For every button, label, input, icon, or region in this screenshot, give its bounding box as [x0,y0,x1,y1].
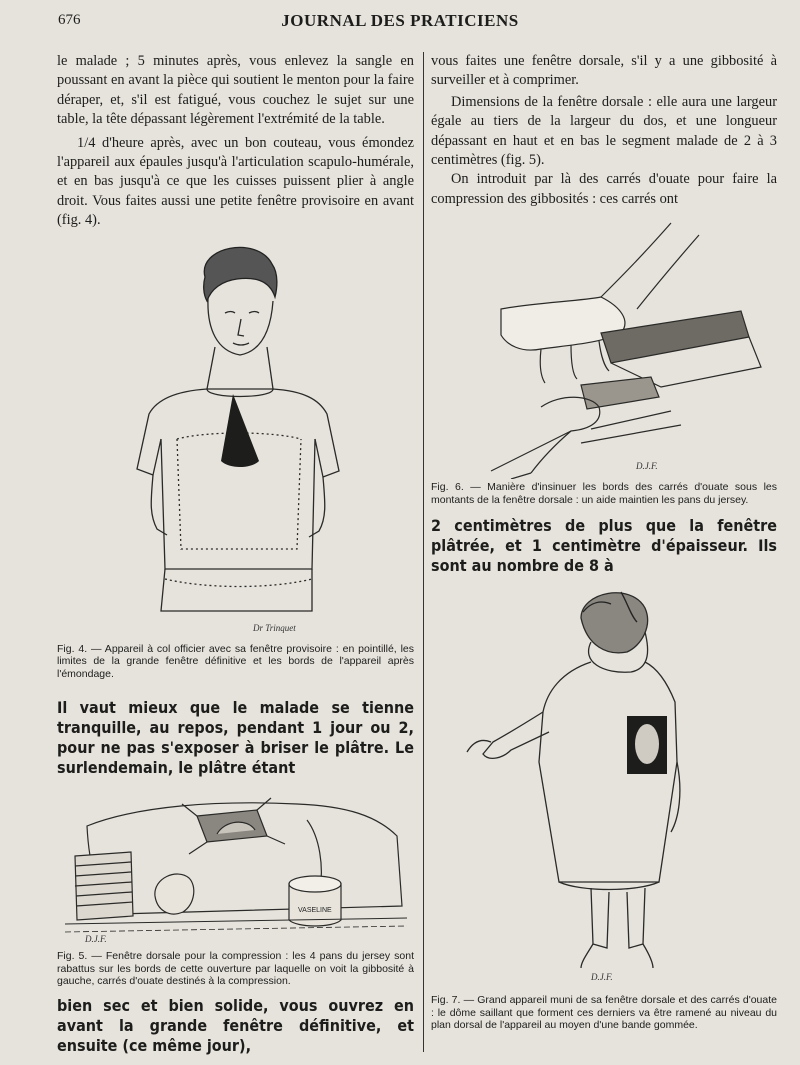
figure-7-caption: Fig. 7. — Grand appareil muni de sa fenêtre dorsale et des carrés d'ouate : le dôme saillant que forment ces derniers va être ramené au niveau du plan dorsal de l'appareil au moyen d'une bande gommée. [431,994,777,1032]
left-paragraph-2: 1/4 d'heure après, avec un bon couteau, vous émondez l'appareil aux épaules jusqu'à l'articulation scapulo-humérale, et en bas jusqu'à ce que les cuisses puissent plier à angle droit. Vous faites aussi une petite fenêtre provisoire en avant (fig. 4). [57,134,414,229]
journal-title: JOURNAL DES PRATICIENS [281,11,519,30]
left-column [57,52,414,1056]
figure-4 [57,239,414,681]
figure-6-signature: D.J.F. [636,461,658,472]
page-number: 676 [58,12,81,28]
figure-7 [431,582,777,1032]
running-header [0,0,800,30]
right-paragraph-1: vous faites une fenêtre dorsale, s'il y a une gibbosité à surveiller et à comprimer. [431,53,777,89]
figure-4-caption: Fig. 4. — Appareil à col officier avec sa fenêtre provisoire : en pointillé, les limites de la grande fenêtre définitive et les bords de l'appareil après l'émondage. [57,642,414,680]
figure-6-illustration [431,217,777,479]
right-paragraph-4: 2 centimètres de plus que la fenêtre plâtrée, et 1 centimètre d'épaisseur. Ils sont au nombre de 8 à [431,516,777,576]
figure-7-illustration [431,582,777,992]
figure-4-signature: Dr Trinquet [253,622,296,633]
figure-5-caption: Fig. 5. — Fenêtre dorsale pour la compression : les 4 pans du jersey sont rabattus sur les bords de cette ouverture par laquelle on voit la gibbosité à gauche, carrés d'ouate destinés à la compression. [57,950,414,988]
figure-6-caption: Fig. 6. — Manière d'insinuer les bords des carrés d'ouate sous les montants de la fenêtre dorsale : un aide maintien les pans du jersey. [431,481,777,506]
right-paragraph-2: Dimensions de la fenêtre dorsale : elle aura une largeur égale au tiers de la largeur du dos, et une longueur dépassant en haut et en bas le segment malade de 2 à 3 centimètres (fig. 5). [431,93,777,169]
vaseline-jar-label: VASELINE [298,907,332,915]
figure-5-illustration [57,786,414,946]
right-paragraph-3: On introduit par là des carrés d'ouate pour faire la compression des gibbosités : ces carrés ont [431,171,777,207]
figure-5-signature: D.J.F. [85,934,107,945]
figure-7-signature: D.J.F. [591,972,613,983]
right-column [431,52,777,1032]
left-paragraph-3: Il vaut mieux que le malade se tienne tranquille, au repos, pendant 1 jour ou 2, pour ne pas s'exposer à briser le plâtre. Le surlendemain, le plâtre étant [57,698,414,778]
left-paragraph-4: bien sec et bien solide, vous ouvrez en avant la grande fenêtre définitive, et ensuite (ce même jour), [57,995,414,1055]
figure-4-illustration [57,239,414,639]
figure-6 [431,217,777,506]
figure-5 [57,786,414,988]
column-rule [423,52,424,1052]
left-paragraph-1: le malade ; 5 minutes après, vous enlevez la sangle en poussant en avant la pièce qui soutient le menton pour la faire déraper, et, s'il est fatigué, vous couchez le sujet sur une table, la tête dépassant légèrement l'extrémité de la table. [57,53,414,128]
